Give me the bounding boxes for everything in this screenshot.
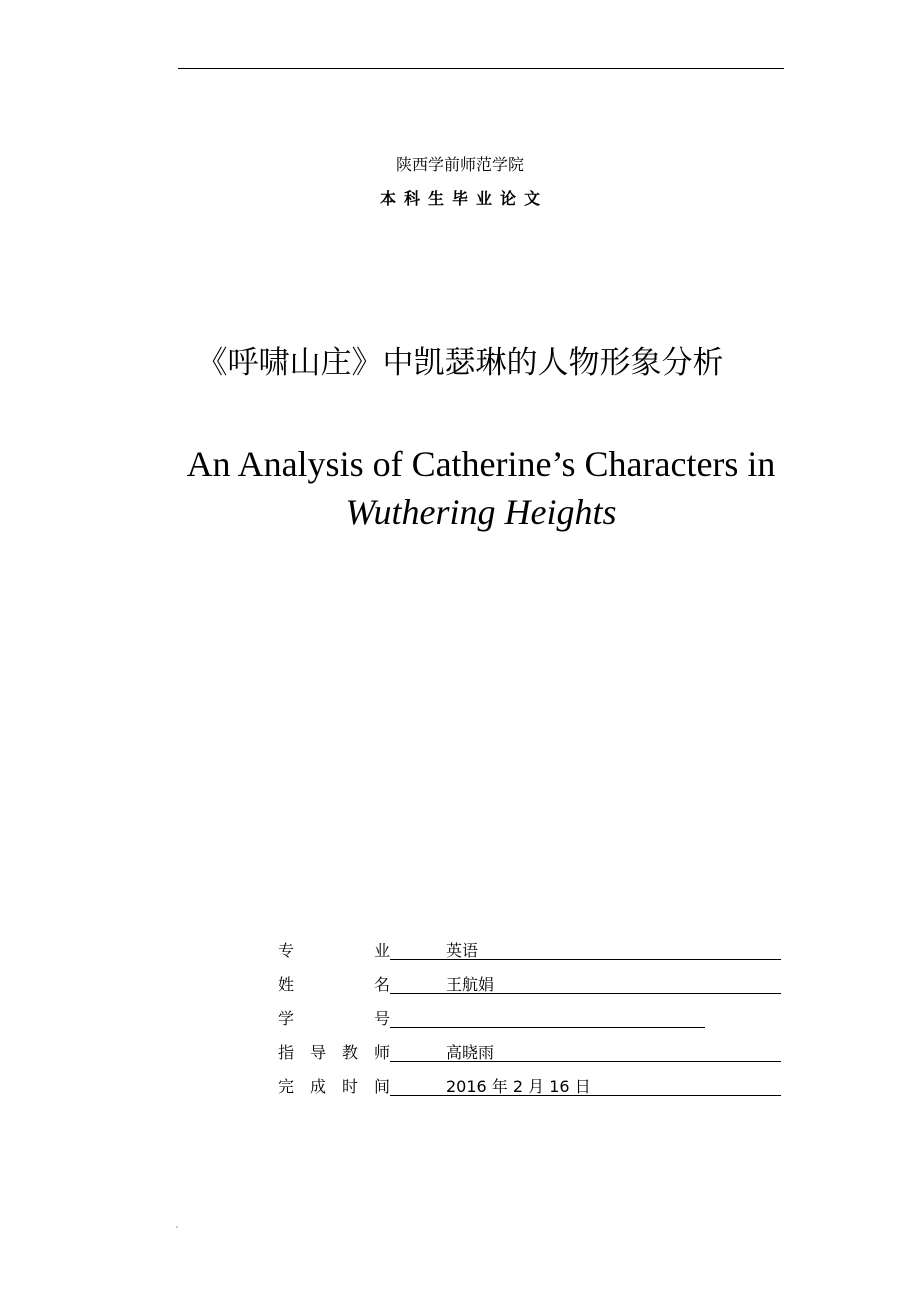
label-char: 专 <box>278 941 295 960</box>
english-title-line2: Wuthering Heights <box>345 492 617 532</box>
chinese-title: 《呼啸山庄》中凯瑟琳的人物形象分析 <box>196 345 724 381</box>
major-value: 英语 <box>446 941 479 960</box>
info-label-advisor <box>278 1038 390 1068</box>
label-char: 导 <box>309 1043 326 1062</box>
english-title <box>0 440 920 536</box>
major-field <box>390 936 781 960</box>
student-id-field <box>390 1004 705 1028</box>
label-char: 间 <box>373 1077 390 1096</box>
info-label-name <box>278 970 390 1000</box>
completion-date-value: 2016 年 2 月 16 日 <box>446 1077 591 1096</box>
header-rule <box>178 68 784 69</box>
label-char: 成 <box>309 1077 326 1096</box>
info-row-completion-date <box>278 1072 788 1106</box>
info-row-name <box>278 970 788 1004</box>
info-label-student-id <box>278 1004 390 1034</box>
page-mark <box>176 1226 178 1228</box>
info-row-student-id <box>278 1004 788 1038</box>
info-table <box>278 936 788 1106</box>
university-name: 陕西学前师范学院 <box>395 155 524 174</box>
info-label-completion-date <box>278 1072 390 1102</box>
label-char: 师 <box>373 1043 390 1062</box>
label-char: 时 <box>341 1077 358 1096</box>
label-char: 号 <box>373 1009 390 1028</box>
label-char: 完 <box>278 1077 295 1096</box>
label-char: 业 <box>373 941 390 960</box>
thesis-type: 本科生毕业论文 <box>379 189 548 208</box>
info-label-major <box>278 936 390 966</box>
english-title-line1: An Analysis of Catherine’s Characters in <box>186 444 776 484</box>
label-char: 指 <box>278 1043 295 1062</box>
completion-date-field <box>390 1072 781 1096</box>
name-field <box>390 970 781 994</box>
label-char: 学 <box>278 1009 295 1028</box>
info-row-major <box>278 936 788 970</box>
info-row-advisor <box>278 1038 788 1072</box>
name-value: 王航娟 <box>446 975 495 994</box>
advisor-field <box>390 1038 781 1062</box>
label-char: 教 <box>341 1043 358 1062</box>
label-char: 名 <box>373 975 390 994</box>
advisor-value: 高晓雨 <box>446 1043 495 1062</box>
label-char: 姓 <box>278 975 295 994</box>
